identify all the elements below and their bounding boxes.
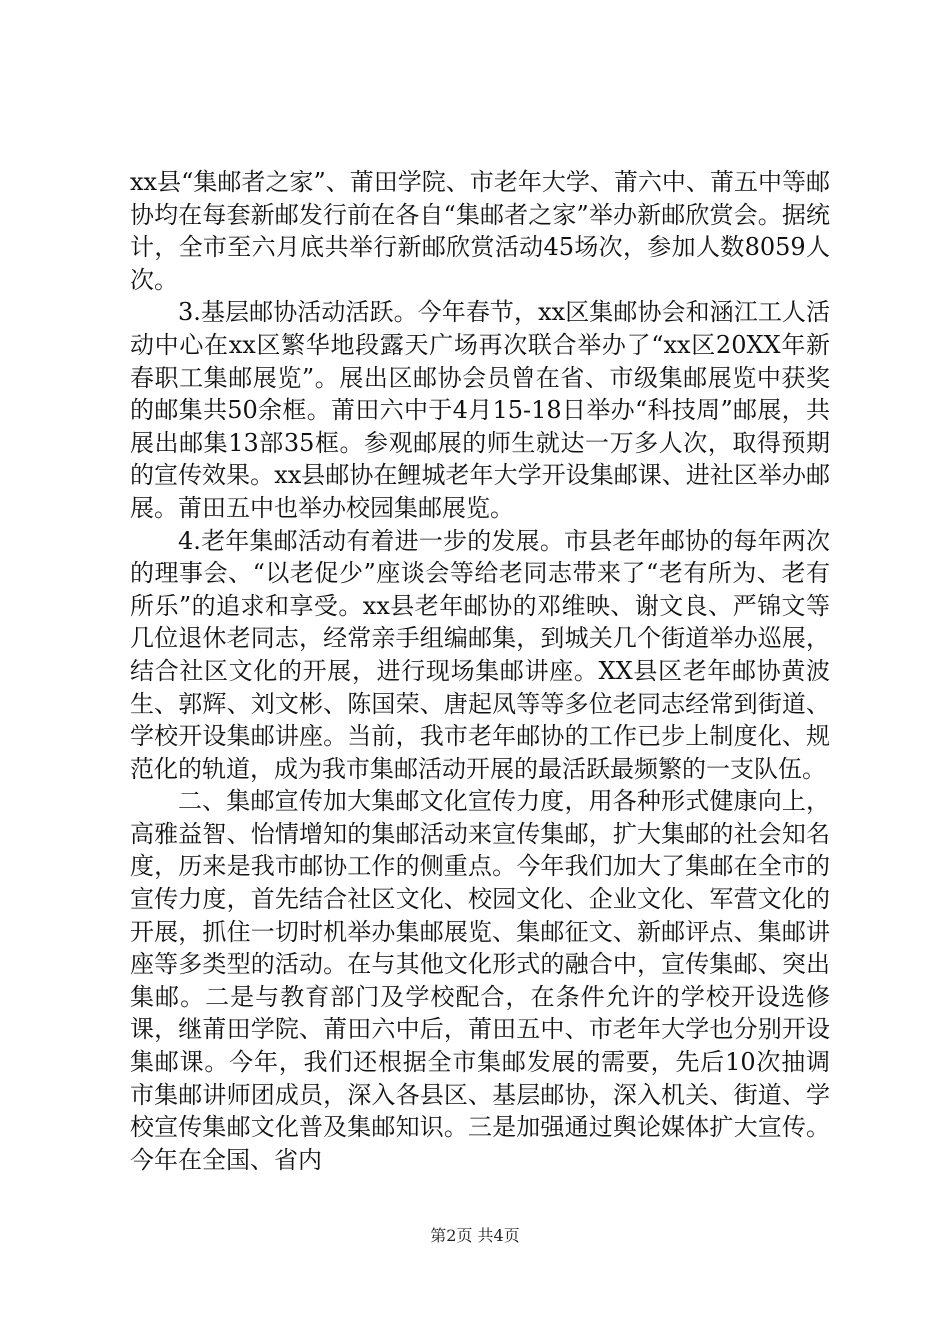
paragraph-1: xx县“集邮者之家”、莆田学院、市老年大学、莆六中、莆五中等邮协均在每套新邮发行前在各自“集邮者之家”举办新邮欣赏会。据统计，全市至六月底共举行新邮欣赏活动45场次，参加人数8059人次。 — [130, 168, 830, 294]
paragraph-2: 3.基层邮协活动活跃。今年春节，xx区集邮协会和涵江工人活动中心在xx区繁华地段露天广场再次联合举办了“xx区20XX年新春职工集邮展览”。展出区邮协会员曾在省、市级集邮展览中获奖的邮集共50余框。莆田六中于4月15-18日举办“科技周”邮展，共展出邮集13部35框。参观邮展的师生就达一万多人次，取得预期的宣传效果。xx县邮协在鲤城老年大学开设集邮课、进社区举办邮展。莆田五中也举办校园集邮展览。 — [130, 298, 830, 522]
paragraph-3: 4.老年集邮活动有着进一步的发展。市县老年邮协的每年两次的理事会、“以老促少”座谈会等给老同志带来了“老有所为、老有所乐”的追求和享受。xx县老年邮协的邓维映、谢文良、严锦文等几位退休老同志，经常亲手组编邮集，到城关几个街道举办巡展，结合社区文化的开展，进行现场集邮讲座。XX县区老年邮协黄波生、郭辉、刘文彬、陈国荣、唐起凤等等多位老同志经常到街道、学校开设集邮讲座。当前，我市老年邮协的工作已步上制度化、规范化的轨道，成为我市集邮活动开展的最活跃最频繁的一支队伍。 — [130, 526, 830, 783]
paragraph-4: 二、集邮宣传加大集邮文化宣传力度，用各种形式健康向上，高雅益智、怡情增知的集邮活动来宣传集邮，扩大集邮的社会知名度，历来是我市邮协工作的侧重点。今年我们加大了集邮在全市的宣传力度，首先结合社区文化、校园文化、企业文化、军营文化的开展，抓住一切时机举办集邮展览、集邮征文、新邮评点、集邮讲座等多类型的活动。在与其他文化形式的融合中，宣传集邮、突出集邮。二是与教育部门及学校配合，在条件允许的学校开设选修课，继莆田学院、莆田六中后，莆田五中、市老年大学也分别开设集邮课。今年，我们还根据全市集邮发展的需要，先后10次抽调市集邮讲师团成员，深入各县区、基层邮协，深入机关、街道、学校宣传集邮文化普及集邮知识。三是加强通过舆论媒体扩大宣传。今年在全国、省内 — [130, 787, 830, 1174]
body-text — [130, 166, 830, 1176]
page-footer: 第2页 共4页 — [430, 1226, 520, 1245]
